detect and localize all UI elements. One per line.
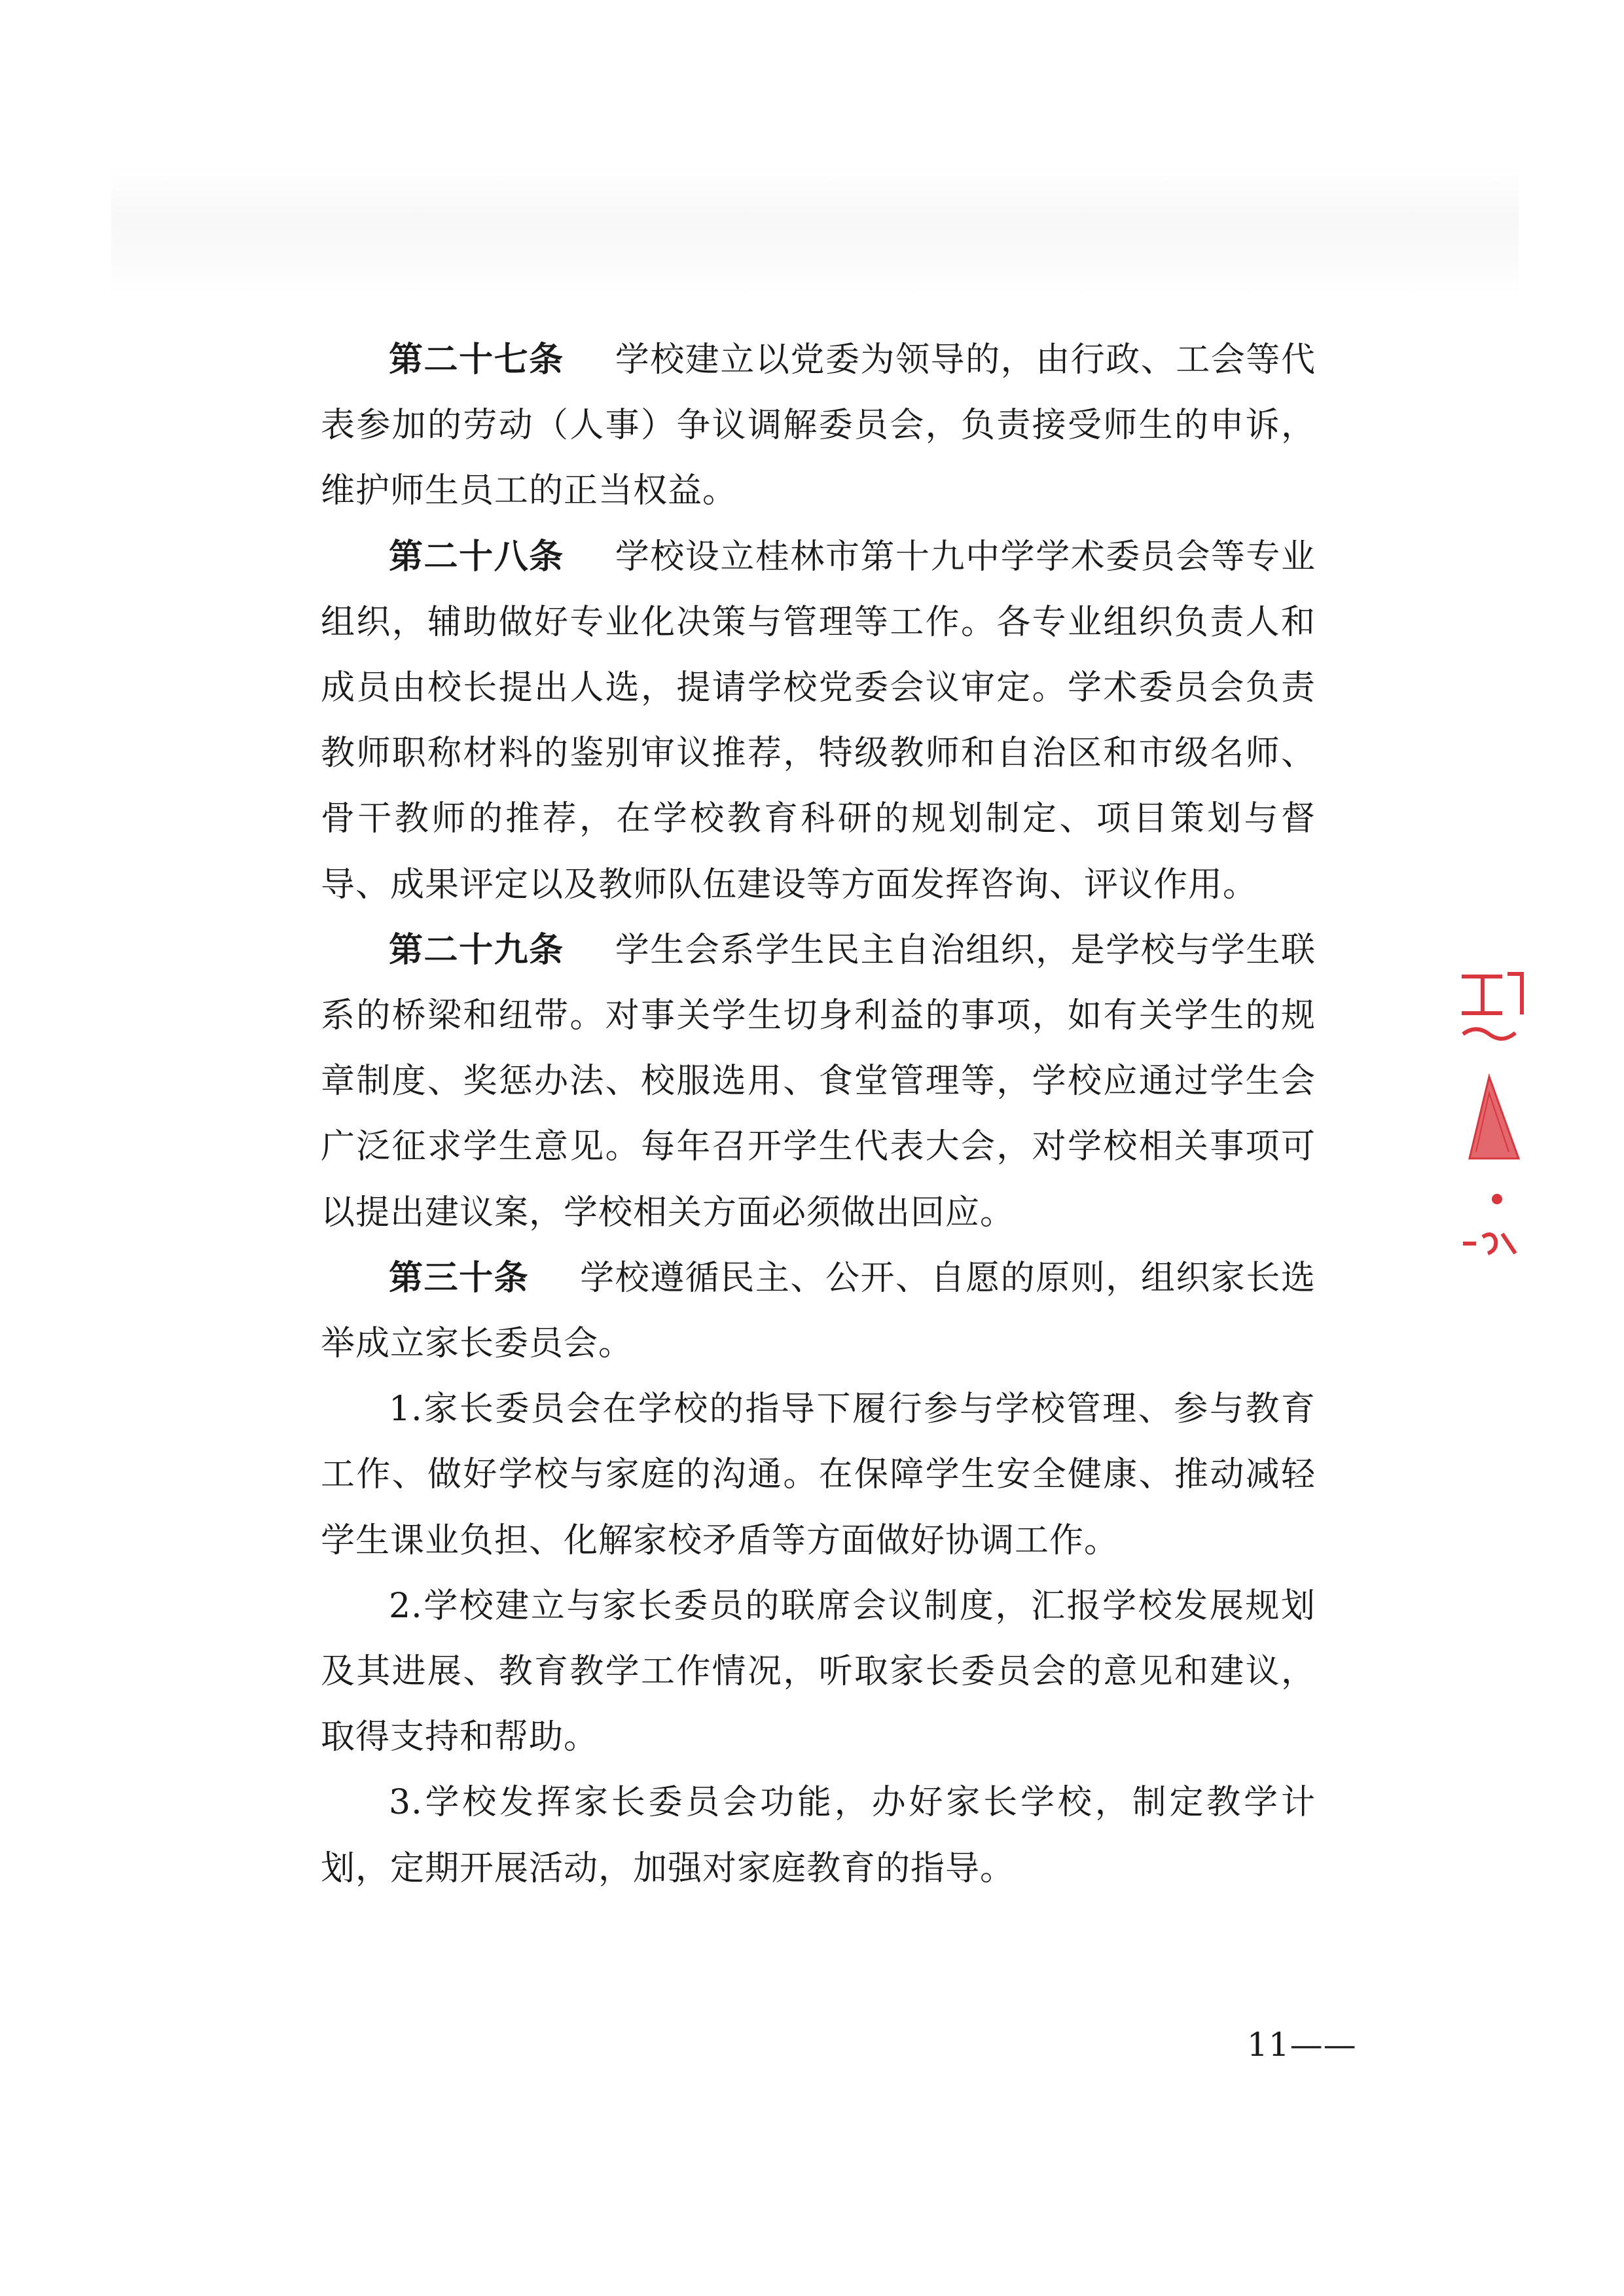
article-29-text: 学生会系学生民主自治组织，是学校与学生联系的桥梁和纽带。对事关学生切身利益的事项，如有关学生的规章制度、奖惩办法、校服选用、食堂管理等，学校应通过学生会广泛征求学生意见。每年召开学生代表大会，对学校相关事项可以提出建议案，学校相关方面必须做出回应。 — [321, 930, 1316, 1232]
show-through-shadow — [111, 164, 1519, 295]
article-28 — [321, 524, 1316, 918]
article-29-heading: 第二十九条 — [389, 930, 564, 970]
red-seal-fragment — [1456, 962, 1528, 1263]
article-28-text: 学校设立桂林市第十九中学学术委员会等专业组织，辅助做好专业化决策与管理等工作。各专业组织负责人和成员由校长提出人选，提请学校党委会议审定。学术委员会负责教师职称材料的鉴别审议推荐，特级教师和自治区和市级名师、骨干教师的推荐，在学校教育科研的规划制定、项目策划与督导、成果评定以及教师队伍建设等方面发挥咨询、评议作用。 — [321, 537, 1316, 905]
article-30-item-1: 1.家长委员会在学校的指导下履行参与学校管理、参与教育工作、做好学校与家庭的沟通。在保障学生安全健康、推动减轻学生课业负担、化解家校矛盾等方面做好协调工作。 — [321, 1390, 1316, 1560]
article-30-text: 学校遵循民主、公开、自愿的原则，组织家长选举成立家长委员会。 — [321, 1258, 1316, 1364]
article-30 — [321, 1246, 1316, 1376]
article-30-item-3: 3.学校发挥家长委员会功能，办好家长学校，制定教学计划，定期开展活动，加强对家庭教育的指导。 — [321, 1783, 1316, 1888]
article-27-heading: 第二十七条 — [389, 340, 564, 380]
article-30-heading: 第三十条 — [389, 1258, 530, 1298]
article-27-text: 学校建立以党委为领导的，由行政、工会等代表参加的劳动（人事）争议调解委员会，负责接受师生的申诉，维护师生员工的正当权益。 — [321, 340, 1316, 511]
article-29 — [321, 918, 1316, 1246]
article-28-heading: 第二十八条 — [389, 537, 564, 577]
page-number: 11—— — [1247, 2026, 1357, 2064]
article-30-item-2: 2.学校建立与家长委员的联席会议制度，汇报学校发展规划及其进展、教育教学工作情况，听取家长委员会的意见和建议，取得支持和帮助。 — [321, 1586, 1316, 1757]
article-27 — [321, 327, 1316, 524]
document-body — [321, 327, 1316, 1901]
